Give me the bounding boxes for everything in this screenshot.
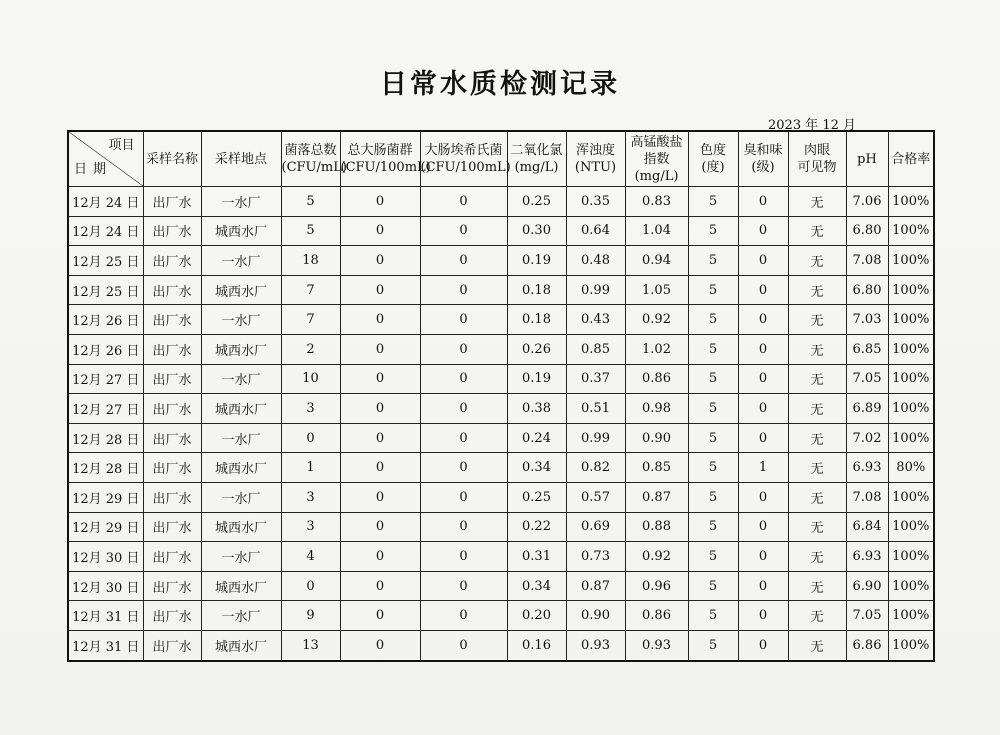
table-cell: 100% [888, 601, 934, 631]
table-cell: 城西水厂 [201, 630, 281, 660]
table-cell: 13 [281, 630, 340, 660]
table-body [68, 187, 934, 661]
table-cell: 0 [420, 334, 507, 364]
table-cell: 100% [888, 394, 934, 424]
table-cell: 0.37 [566, 364, 625, 394]
page-title: 日常水质检测记录 [380, 69, 620, 100]
table-row [68, 482, 934, 512]
table-cell: 7.05 [846, 364, 888, 394]
table-cell: 0 [340, 542, 420, 572]
table-cell: 0.26 [507, 334, 566, 364]
table-row [68, 216, 934, 246]
table-cell: 12月 26 日 [68, 305, 143, 335]
table-cell: 0.43 [566, 305, 625, 335]
table-cell: 0.90 [625, 423, 688, 453]
table-row [68, 275, 934, 305]
table-cell: 12月 30 日 [68, 542, 143, 572]
table-cell: 出厂水 [143, 216, 201, 246]
table-cell: 0.94 [625, 246, 688, 276]
table-cell: 100% [888, 275, 934, 305]
table-cell: 6.90 [846, 571, 888, 601]
table-cell: 无 [788, 630, 846, 660]
table-cell: 1 [738, 453, 788, 483]
table-cell: 1.04 [625, 216, 688, 246]
table-cell: 0.99 [566, 275, 625, 305]
column-header: 浑浊度 (NTU) [566, 131, 625, 187]
table-cell: 城西水厂 [201, 275, 281, 305]
table-cell: 出厂水 [143, 423, 201, 453]
table-cell: 0 [420, 364, 507, 394]
table-cell: 城西水厂 [201, 394, 281, 424]
table-cell: 7.02 [846, 423, 888, 453]
table-cell: 5 [688, 246, 738, 276]
table-cell: 0.86 [625, 601, 688, 631]
table-cell: 无 [788, 216, 846, 246]
table-cell: 3 [281, 482, 340, 512]
table-row [68, 246, 934, 276]
table-cell: 0.92 [625, 542, 688, 572]
table-cell: 100% [888, 305, 934, 335]
table-cell: 5 [688, 423, 738, 453]
table-cell: 无 [788, 512, 846, 542]
table-cell: 0.35 [566, 187, 625, 217]
header-row [68, 131, 934, 187]
table-cell: 出厂水 [143, 542, 201, 572]
table-cell: 0 [420, 542, 507, 572]
table-row [68, 542, 934, 572]
column-header: 总大肠菌群 (CFU/100mL) [340, 131, 420, 187]
column-header: 采样名称 [143, 131, 201, 187]
table-cell: 0.30 [507, 216, 566, 246]
table-cell: 0 [420, 305, 507, 335]
table-cell: 0 [340, 275, 420, 305]
column-header: 肉眼 可见物 [788, 131, 846, 187]
table-cell: 0.18 [507, 275, 566, 305]
column-header: 菌落总数 (CFU/mL) [281, 131, 340, 187]
table-cell: 出厂水 [143, 482, 201, 512]
table-cell: 0.99 [566, 423, 625, 453]
table-cell: 6.89 [846, 394, 888, 424]
table-cell: 0 [738, 571, 788, 601]
table-cell: 0 [738, 334, 788, 364]
table-cell: 100% [888, 542, 934, 572]
corner-header-cell [68, 131, 143, 187]
table-cell: 0 [281, 571, 340, 601]
table-cell: 0.93 [566, 630, 625, 660]
table-cell: 0.18 [507, 305, 566, 335]
table-cell: 1 [281, 453, 340, 483]
table-cell: 10 [281, 364, 340, 394]
table-cell: 无 [788, 453, 846, 483]
table-cell: 城西水厂 [201, 453, 281, 483]
column-header: 二氧化氯 (mg/L) [507, 131, 566, 187]
column-header: 臭和味 (级) [738, 131, 788, 187]
table-cell: 0 [420, 453, 507, 483]
table-cell: 5 [688, 216, 738, 246]
table-cell: 0 [738, 482, 788, 512]
table-cell: 7.08 [846, 246, 888, 276]
table-cell: 5 [281, 187, 340, 217]
table-cell: 出厂水 [143, 571, 201, 601]
table-cell: 12月 27 日 [68, 394, 143, 424]
table-cell: 0 [420, 275, 507, 305]
table-cell: 0 [340, 571, 420, 601]
table-cell: 出厂水 [143, 246, 201, 276]
table-cell: 9 [281, 601, 340, 631]
table-cell: 7.06 [846, 187, 888, 217]
table-cell: 0.88 [625, 512, 688, 542]
table-cell: 100% [888, 423, 934, 453]
table-cell: 1.02 [625, 334, 688, 364]
table-row [68, 630, 934, 660]
table-cell: 0.48 [566, 246, 625, 276]
table-cell: 0.25 [507, 482, 566, 512]
table-cell: 0 [340, 246, 420, 276]
table-cell: 0.87 [625, 482, 688, 512]
table-cell: 0.98 [625, 394, 688, 424]
table-cell: 0.19 [507, 246, 566, 276]
table-cell: 0.16 [507, 630, 566, 660]
table-cell: 0.57 [566, 482, 625, 512]
table-cell: 100% [888, 187, 934, 217]
table-cell: 12月 25 日 [68, 246, 143, 276]
table-cell: 12月 26 日 [68, 334, 143, 364]
table-cell: 0 [420, 246, 507, 276]
table-cell: 出厂水 [143, 364, 201, 394]
table-cell: 1.05 [625, 275, 688, 305]
table-cell: 出厂水 [143, 630, 201, 660]
table-cell: 无 [788, 394, 846, 424]
table-cell: 0 [420, 571, 507, 601]
table-cell: 12月 29 日 [68, 512, 143, 542]
table-cell: 无 [788, 305, 846, 335]
table-cell: 7.05 [846, 601, 888, 631]
table-cell: 0 [420, 423, 507, 453]
table-cell: 12月 29 日 [68, 482, 143, 512]
table-cell: 0 [420, 187, 507, 217]
table-cell: 12月 28 日 [68, 453, 143, 483]
table-cell: 5 [688, 334, 738, 364]
table-cell: 无 [788, 275, 846, 305]
table-cell: 一水厂 [201, 305, 281, 335]
table-cell: 0.34 [507, 571, 566, 601]
table-cell: 0 [340, 305, 420, 335]
table-cell: 5 [688, 601, 738, 631]
table-row [68, 601, 934, 631]
table-cell: 12月 30 日 [68, 571, 143, 601]
table-row [68, 364, 934, 394]
table-cell: 0.19 [507, 364, 566, 394]
table-cell: 无 [788, 364, 846, 394]
table-cell: 0.51 [566, 394, 625, 424]
table-cell: 5 [688, 542, 738, 572]
table-row [68, 334, 934, 364]
column-header: pH [846, 131, 888, 187]
table-cell: 0 [340, 394, 420, 424]
table-cell: 100% [888, 364, 934, 394]
table-cell: 无 [788, 482, 846, 512]
table-cell: 5 [688, 394, 738, 424]
table-cell: 7 [281, 275, 340, 305]
column-header: 高锰酸盐 指数 (mg/L) [625, 131, 688, 187]
table-cell: 18 [281, 246, 340, 276]
table-cell: 0 [340, 630, 420, 660]
table-cell: 0 [340, 187, 420, 217]
table-row [68, 512, 934, 542]
table-cell: 100% [888, 246, 934, 276]
table-cell: 0 [281, 423, 340, 453]
table-cell: 出厂水 [143, 305, 201, 335]
table-cell: 无 [788, 187, 846, 217]
water-quality-table [67, 130, 935, 662]
table-cell: 0 [340, 334, 420, 364]
column-header: 色度 (度) [688, 131, 738, 187]
column-header: 大肠埃希氏菌 (CFU/100mL) [420, 131, 507, 187]
table-cell: 出厂水 [143, 334, 201, 364]
table-cell: 0 [420, 630, 507, 660]
table-cell: 出厂水 [143, 394, 201, 424]
table-cell: 7 [281, 305, 340, 335]
table-cell: 0 [738, 246, 788, 276]
table-cell: 出厂水 [143, 601, 201, 631]
table-row [68, 394, 934, 424]
table-cell: 0 [738, 630, 788, 660]
column-header: 采样地点 [201, 131, 281, 187]
table-cell: 无 [788, 246, 846, 276]
table-cell: 0.31 [507, 542, 566, 572]
table-cell: 0 [738, 216, 788, 246]
table-cell: 12月 27 日 [68, 364, 143, 394]
table-row [68, 305, 934, 335]
table-cell: 6.80 [846, 275, 888, 305]
table-cell: 5 [688, 275, 738, 305]
table-cell: 一水厂 [201, 364, 281, 394]
table-cell: 12月 28 日 [68, 423, 143, 453]
table-cell: 一水厂 [201, 482, 281, 512]
table-cell: 6.86 [846, 630, 888, 660]
table-cell: 0 [738, 187, 788, 217]
table-cell: 6.85 [846, 334, 888, 364]
table-cell: 0.64 [566, 216, 625, 246]
table-cell: 100% [888, 482, 934, 512]
table-cell: 12月 31 日 [68, 601, 143, 631]
table-cell: 6.93 [846, 453, 888, 483]
table-cell: 0 [420, 394, 507, 424]
table-cell: 无 [788, 423, 846, 453]
table-cell: 无 [788, 334, 846, 364]
table-cell: 0.85 [625, 453, 688, 483]
table-cell: 6.84 [846, 512, 888, 542]
table-cell: 一水厂 [201, 187, 281, 217]
corner-date-label: 日期 [74, 162, 113, 177]
table-cell: 6.93 [846, 542, 888, 572]
table-cell: 5 [688, 482, 738, 512]
table-cell: 5 [688, 187, 738, 217]
table-cell: 12月 24 日 [68, 187, 143, 217]
table-cell: 5 [688, 512, 738, 542]
table-cell: 100% [888, 630, 934, 660]
table-cell: 0 [340, 453, 420, 483]
table-cell: 0 [738, 305, 788, 335]
table-cell: 100% [888, 216, 934, 246]
table-cell: 5 [688, 305, 738, 335]
column-header: 合格率 [888, 131, 934, 187]
table-cell: 0.96 [625, 571, 688, 601]
table-cell: 0 [420, 482, 507, 512]
table-cell: 0 [738, 512, 788, 542]
table-cell: 一水厂 [201, 601, 281, 631]
table-cell: 出厂水 [143, 275, 201, 305]
record-month: 2023 年 12 月 [768, 118, 857, 133]
table-cell: 5 [688, 364, 738, 394]
table-row [68, 187, 934, 217]
table-cell: 0.87 [566, 571, 625, 601]
table-cell: 一水厂 [201, 246, 281, 276]
table-cell: 出厂水 [143, 187, 201, 217]
table-cell: 无 [788, 542, 846, 572]
table-row [68, 571, 934, 601]
table-cell: 0.38 [507, 394, 566, 424]
table-cell: 0 [738, 394, 788, 424]
table-cell: 80% [888, 453, 934, 483]
table-cell: 无 [788, 601, 846, 631]
table-cell: 城西水厂 [201, 334, 281, 364]
table-cell: 0 [420, 601, 507, 631]
table-cell: 0 [340, 601, 420, 631]
table-cell: 0 [340, 364, 420, 394]
table-cell: 出厂水 [143, 512, 201, 542]
table-cell: 出厂水 [143, 453, 201, 483]
table-cell: 0 [420, 216, 507, 246]
table-cell: 2 [281, 334, 340, 364]
table-cell: 6.80 [846, 216, 888, 246]
table-cell: 0 [738, 423, 788, 453]
table-cell: 0 [340, 216, 420, 246]
table-cell: 0.83 [625, 187, 688, 217]
table-cell: 0.90 [566, 601, 625, 631]
table-cell: 12月 31 日 [68, 630, 143, 660]
table-cell: 0.69 [566, 512, 625, 542]
table-cell: 3 [281, 512, 340, 542]
table-cell: 3 [281, 394, 340, 424]
table-cell: 0.34 [507, 453, 566, 483]
table-cell: 100% [888, 334, 934, 364]
table-cell: 5 [688, 453, 738, 483]
table-cell: 0 [738, 542, 788, 572]
table-cell: 0 [340, 482, 420, 512]
corner-item-label: 项目 [108, 138, 135, 153]
table-cell: 一水厂 [201, 423, 281, 453]
table-cell: 0.93 [625, 630, 688, 660]
table-cell: 0 [738, 275, 788, 305]
table-cell: 0.73 [566, 542, 625, 572]
table-row [68, 423, 934, 453]
table-cell: 100% [888, 571, 934, 601]
table-cell: 一水厂 [201, 542, 281, 572]
table-cell: 0 [738, 364, 788, 394]
table-cell: 城西水厂 [201, 216, 281, 246]
table-cell: 城西水厂 [201, 512, 281, 542]
table-cell: 0.22 [507, 512, 566, 542]
table-cell: 0.85 [566, 334, 625, 364]
table-cell: 0 [340, 423, 420, 453]
table-cell: 0 [420, 512, 507, 542]
table-cell: 7.03 [846, 305, 888, 335]
table-cell: 12月 24 日 [68, 216, 143, 246]
table-cell: 0 [738, 601, 788, 631]
table-cell: 0.25 [507, 187, 566, 217]
table-cell: 5 [281, 216, 340, 246]
table-cell: 5 [688, 571, 738, 601]
table-cell: 0.24 [507, 423, 566, 453]
table-cell: 0 [340, 512, 420, 542]
table-cell: 12月 25 日 [68, 275, 143, 305]
table-cell: 0.82 [566, 453, 625, 483]
table-cell: 100% [888, 512, 934, 542]
table-cell: 7.08 [846, 482, 888, 512]
table-cell: 4 [281, 542, 340, 572]
table-cell: 0.20 [507, 601, 566, 631]
table-cell: 0.86 [625, 364, 688, 394]
table-cell: 5 [688, 630, 738, 660]
table-cell: 城西水厂 [201, 571, 281, 601]
table-cell: 0.92 [625, 305, 688, 335]
table-cell: 无 [788, 571, 846, 601]
table-row [68, 453, 934, 483]
